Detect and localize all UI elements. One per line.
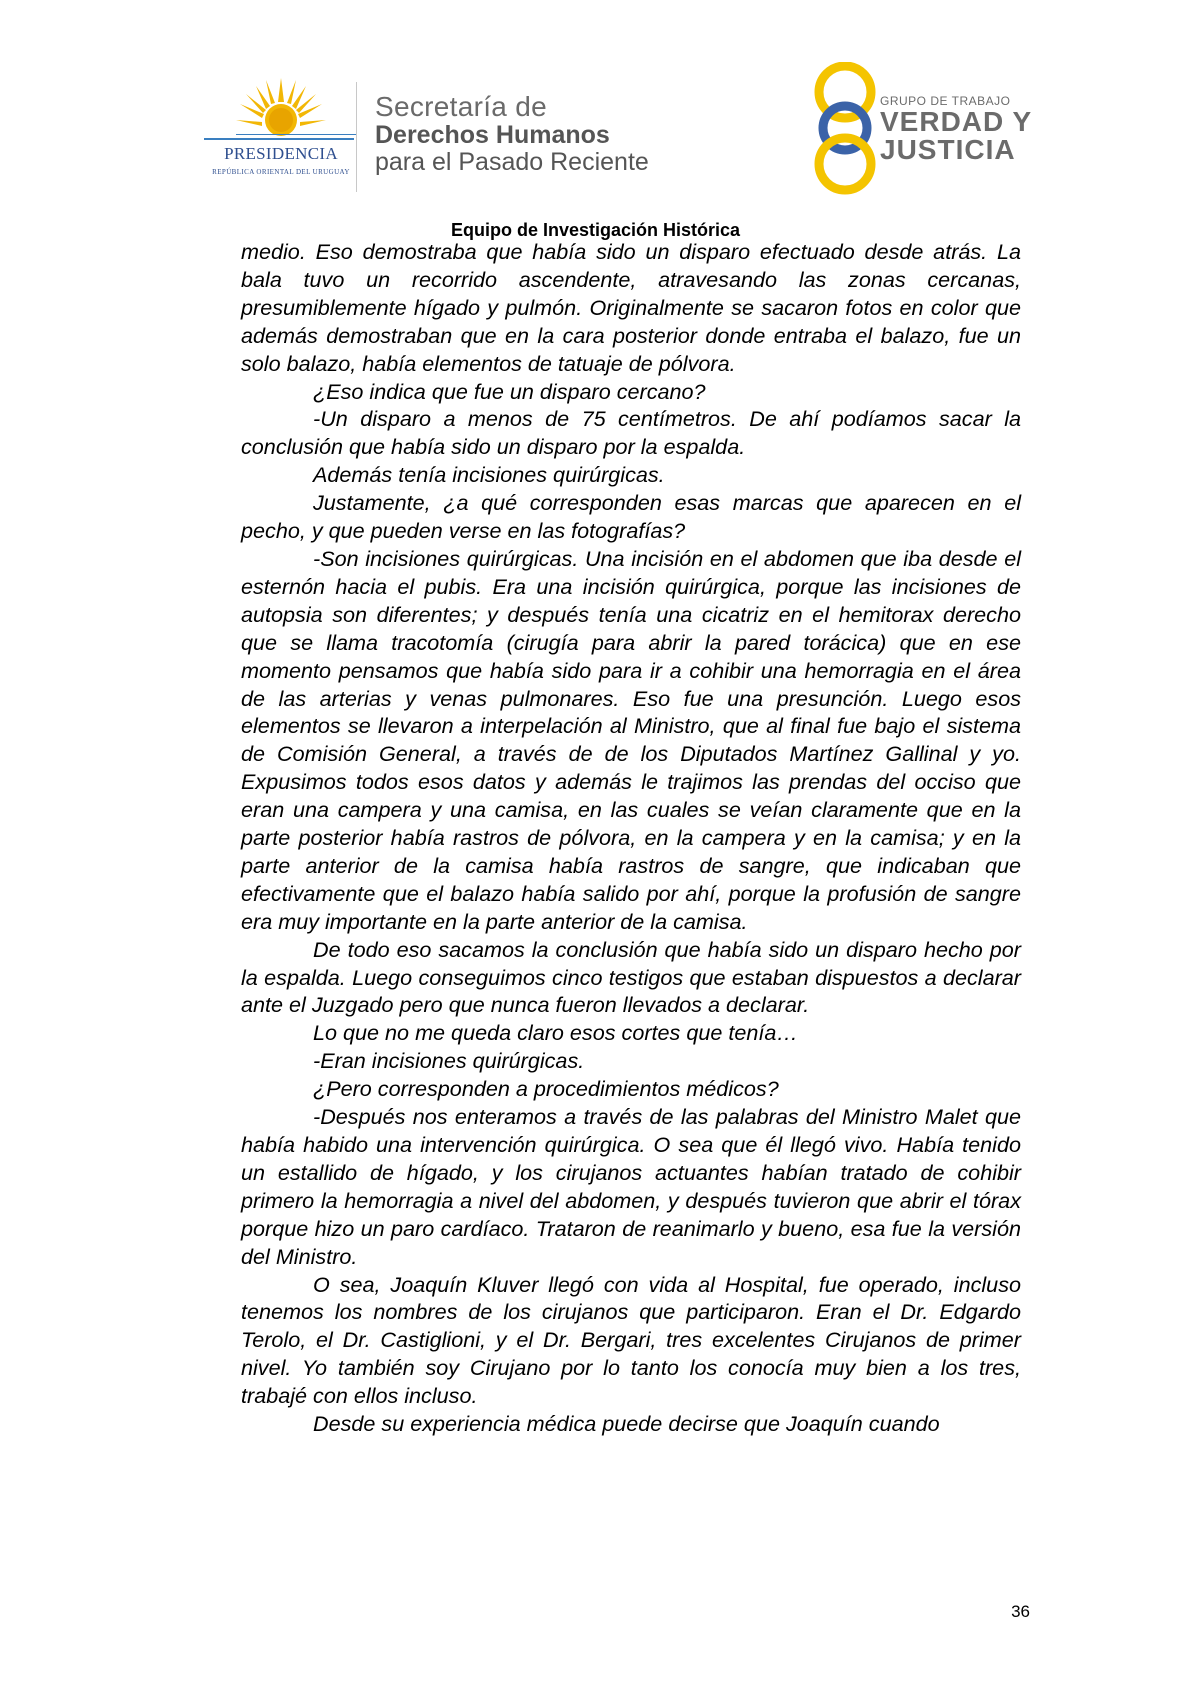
secretaria-line-2-text: Derechos Humanos — [375, 121, 610, 149]
presidencia-name: PRESIDENCIA — [224, 144, 338, 163]
secretaria-title — [375, 92, 649, 176]
paragraph: ¿Eso indica que fue un disparo cercano? — [313, 378, 706, 404]
paragraph: Justamente, ¿a qué corresponden esas marcas que aparecen en el pecho, y que pueden verse en las fotografías? — [241, 490, 1021, 544]
gt-line-2: VERDAD Y — [880, 106, 1033, 137]
header-divider — [356, 82, 357, 192]
paragraph: medio. Eso demostraba que había sido un disparo efectuado desde atrás. La bala tuvo un recorrido ascendente, atravesando las zonas cercanas, presumiblemente hígado y pulmón. Originalmente se sacaron fotos en color que además demostraban que en la cara posterior donde entraba el balazo, fue un solo balazo, había elementos de tatuaje de pólvora. — [241, 239, 1021, 376]
page-number: 36 — [1011, 1602, 1030, 1621]
presidencia-subtitle: REPÚBLICA ORIENTAL DEL URUGUAY — [212, 168, 350, 176]
paragraph: -Son incisiones quirúrgicas. Una incisión en el abdomen que iba desde el esternón hacia el pubis. Era una incisión quirúrgica, porque las incisiones de autopsia son diferentes; y después tenía una cicatriz en el hemitorax derecho que se llama tracotomía (cirugía para abrir la pared torácica) que en ese momento pensamos que había sido para ir a cohibir una hemorragia en el área de las arterias y venas pulmonares. Eso fue una presunción. Luego esos elementos se llevaron a interpelación al Ministro, que al final fue bajo el sistema de Comisión General, a través de de los Diputados Martínez Gallinal y yo. Expusimos todos esos datos y además le trajimos las prendas del occiso que eran una campera y una camisa, en las cuales se veían claramente que en la parte posterior había rastros de pólvora, en la campera y en la camisa; y en la parte anterior de la camisa había rastros de sangre, que indicaban que efectivamente que el balazo había salido por ahí, porque la profusión de sangre era muy importante en la parte anterior de la camisa. — [241, 545, 1021, 934]
page-header — [0, 0, 1191, 210]
paragraph: O sea, Joaquín Kluver llegó con vida al Hospital, fue operado, incluso tenemos los nombres de los cirujanos que participaron. Eran el Dr. Edgardo Terolo, el Dr. Castiglioni, y el Dr. Bergari, tres excelentes Cirujanos de primer nivel. Yo también soy Cirujano por lo tanto los conocía muy bien a los tres, trabajé con ellos incluso. — [241, 1271, 1021, 1409]
paragraph: De todo eso sacamos la conclusión que había sido un disparo hecho por la espalda. Luego conseguimos cinco testigos que estaban dispuestos a declarar ante el Juzgado pero que nunca fueron llevados a declarar. — [241, 936, 1021, 1018]
paragraph: Desde su experiencia médica puede decirse que Joaquín cuando — [313, 1411, 940, 1437]
presidencia-logo — [196, 76, 366, 196]
presidencia-rule — [236, 134, 356, 135]
paragraph: ¿Pero corresponden a procedimientos médicos? — [313, 1076, 779, 1102]
paragraph: Además tenía incisiones quirúrgicas. — [313, 462, 665, 488]
document-body — [241, 238, 1021, 1438]
secretaria-line-2 — [375, 122, 649, 149]
paragraph: -Eran incisiones quirúrgicas. — [313, 1048, 585, 1074]
gt-line-3: JUSTICIA — [880, 134, 1016, 165]
secretaria-line-1: Secretaría de — [375, 91, 547, 122]
paragraph: Lo que no me queda claro esos cortes que tenía… — [313, 1020, 798, 1046]
verdad-justicia-text — [880, 94, 1032, 164]
team-title: Equipo de Investigación Histórica — [450, 220, 741, 240]
secretaria-line-3: para el Pasado Reciente — [375, 148, 649, 176]
presidencia-rule-lower — [204, 138, 354, 140]
gt-line-1: GRUPO DE TRABAJO — [880, 94, 1011, 108]
paragraph: -Después nos enteramos a través de las palabras del Ministro Malet que había habido una intervención quirúrgica. O sea que él llegó vivo. Había tenido un estallido de hígado, y los cirujanos actuantes habían tratado de cohibir primero la hemorragia a nivel del abdomen, y después tuvieron que abrir el tórax porque hizo un paro cardíaco. Trataron de reanimarlo y bueno, esa fue la versión del Ministro. — [241, 1104, 1021, 1269]
paragraph: -Un disparo a menos de 75 centímetros. De ahí podíamos sacar la conclusión que había sido un disparo por la espalda. — [241, 406, 1021, 460]
